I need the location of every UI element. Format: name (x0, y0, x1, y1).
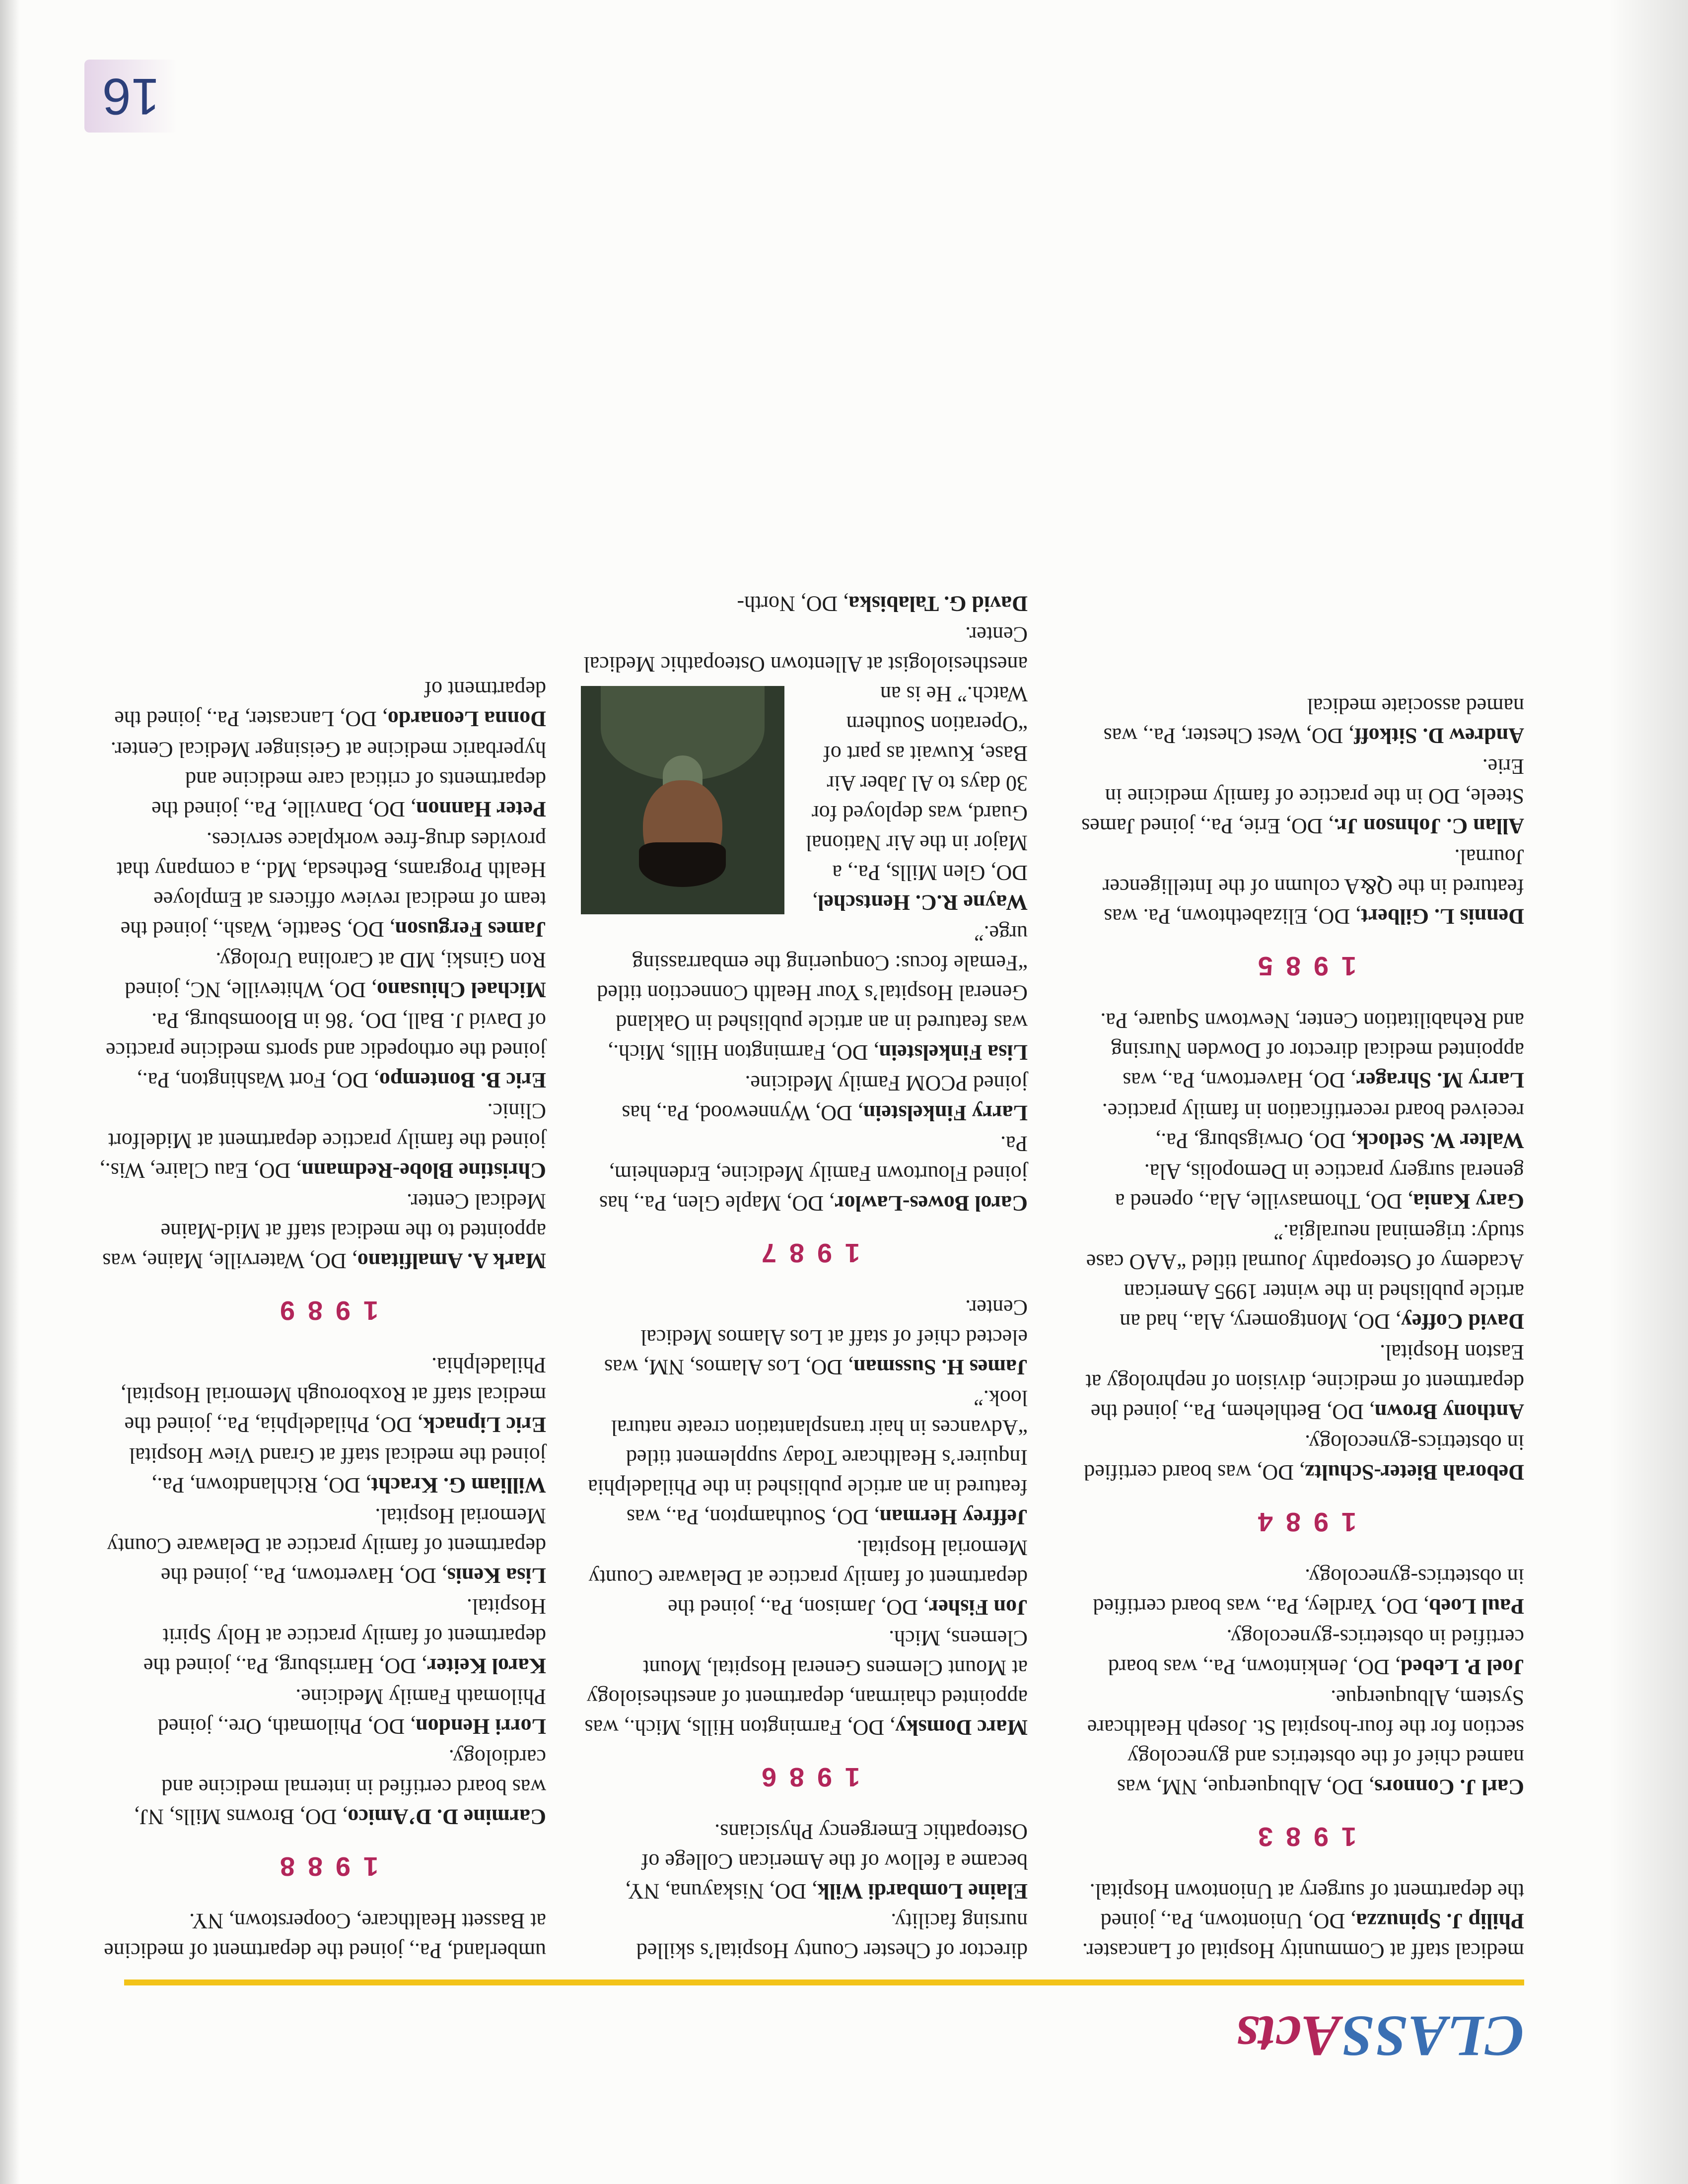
entry-text: , DO, Whiteville, NC, joined Ron Ginski, MD at Carolina Urology. (125, 948, 546, 1002)
entry-paragraph (1077, 1217, 1524, 1336)
entry-text: , DO, Philomath, Ore., joined Philomath Family Medicine. (157, 1685, 546, 1739)
alumni-entry (99, 1006, 546, 1095)
alumni-name: Karol Keiter (427, 1654, 546, 1678)
alumni-name: Andrew D. Sitkoff (1354, 724, 1524, 748)
alumni-name: Walter W. Setlock (1356, 1129, 1524, 1153)
entry-text: , DO, Albuquerque, NM, was named chief of the obstetrics and gynecology section for the four-hospital St. Joseph Healthcare System, Albuquerque. (1087, 1686, 1524, 1799)
entry-paragraph (581, 1383, 1028, 1532)
entry-paragraph (1077, 691, 1524, 751)
alumni-name: Deborah Bieter-Schultz (1305, 1460, 1524, 1485)
alumni-name: Elaine Lombardi Wilk (817, 1879, 1028, 1904)
alumni-entry (99, 735, 546, 824)
alumni-name: Carol Bowes-Lawlor (834, 1191, 1028, 1216)
alumni-name: Larry M. Shrager (1356, 1068, 1524, 1092)
alumni-entry (99, 1096, 546, 1185)
entry-text: , DO, Glen Mills, Pa., a Major in the Air National Guard, was deployed for 30 days to Al Jaber Air Base, Kuwait as part of “Operation Southern Watch.” He is an anesthesiologist at Allentown Osteopathic Medical Center. (583, 622, 1028, 915)
entry-text: , DO, Richlandtown, Pa., joined the medical staff at Grand View Hospital (129, 1443, 546, 1498)
alumni-name: James Ferguson (395, 917, 546, 942)
entry-text: medical staff at Community Hospital of Lancaster. (1082, 1939, 1524, 1963)
year-heading: 1986 (748, 1762, 860, 1792)
entry-text: , DO, Elizabethtown, Pa. was featured in the Q&A column of the Intelligencer Journal. (1102, 845, 1524, 929)
alumni-entry (1077, 1337, 1524, 1427)
entry-text: , DO, Havertown, Pa., joined the department of family practice at Delaware County Memorial Hospital. (107, 1504, 546, 1588)
alumni-entry (1077, 1683, 1524, 1802)
alumni-name: Peter Hannon (416, 797, 546, 821)
alumni-entry (1077, 1876, 1524, 1936)
entry-text: , DO, Havertown, Pa., was appointed medical director of Dowden Nursing and Rehabilitation Center, Newtown Square, Pa. (1100, 1009, 1524, 1092)
entry-text: , DO, Orwigsburg, Pa., received board recertification in family practice. (1102, 1099, 1524, 1153)
alumni-name: James H. Sussman (853, 1355, 1028, 1379)
entry-text: , DO, Bethlehem, Pa., joined the department of medicine, division of nephrology at Easton Hospital. (1085, 1340, 1524, 1424)
alumni-entry (1077, 1622, 1524, 1682)
alumni-name: Jon Fisher (928, 1595, 1028, 1620)
entry-paragraph (581, 918, 1028, 1067)
entry-paragraph (581, 1068, 1028, 1128)
entry-text: , DO, Niskayuna, NY, became a fellow of the American College of Osteopathic Emergency Physicians. (625, 1820, 1028, 1904)
entry-paragraph (99, 1501, 546, 1590)
alumni-name: Joel P. Lebed (1401, 1655, 1524, 1679)
alumni-entry (99, 674, 546, 734)
continued-text (1077, 1936, 1524, 1966)
alumni-entry (1077, 1428, 1524, 1487)
alumni-name: Jeffrey Herman (879, 1505, 1028, 1529)
entry-text: , DO, Uniontown, Pa., joined the department of surgery at Uniontown Hospital. (1089, 1879, 1524, 1933)
alumni-entry (99, 945, 546, 1005)
alumni-name: David G. Talabiska (848, 592, 1028, 616)
entry-text: , DO, Philadelphia, Pa., joined the medical staff at Roxborough Memorial Hospital, Philadelphia. (120, 1353, 546, 1437)
alumni-entry (1077, 751, 1524, 841)
alumni-name: Mark A. Amalfitano (357, 1249, 546, 1273)
alumni-name: Christine Blobe-Redmann (301, 1159, 546, 1183)
alumni-entry (581, 1293, 1028, 1382)
year-heading: 1983 (1245, 1822, 1357, 1851)
entry-text: , DO, Eau Claire, Wis., joined the family practice department at Midelfort Clinic. (99, 1099, 546, 1183)
entry-text: , DO, Southampton, Pa., was featured in an article published in the Philadelphia Inquirer’s Healthcare Today supplement titled “Advances in hair transplantation create natural look.” (588, 1386, 1028, 1529)
alumni-entry (581, 918, 1028, 1067)
alumni-entry (1077, 1562, 1524, 1621)
alumni-entry (99, 1682, 546, 1741)
alumni-name: Eric Lipnack (422, 1413, 546, 1437)
alumni-entry (581, 1068, 1028, 1128)
alumni-entry (99, 1742, 546, 1832)
entry-text: , DO, Harrisburg, Pa., joined the department of family practice at Holy Spirit Hospital. (143, 1594, 546, 1678)
alumni-entry (99, 1440, 546, 1500)
alumni-name: Dennis L. Gilbert (1361, 904, 1524, 929)
alumni-name: Gary Kania (1413, 1189, 1524, 1214)
entry-paragraph (1077, 1337, 1524, 1427)
entry-paragraph (581, 589, 1028, 618)
entry-paragraph (1077, 1562, 1524, 1621)
alumni-entry (99, 1350, 546, 1439)
continued-text (99, 1906, 546, 1966)
alumni-name: Lorri Hendon (416, 1714, 546, 1739)
entry-paragraph (1077, 842, 1524, 931)
alumni-entry (581, 1383, 1028, 1532)
entry-paragraph (99, 1096, 546, 1185)
entry-paragraph (1077, 1622, 1524, 1682)
class-acts-masthead (1236, 2000, 1524, 2070)
entry-paragraph (99, 1682, 546, 1741)
year-heading: 1988 (267, 1851, 379, 1881)
entry-text: , DO, Waterville, Maine, was appointed to the medical staff at Mid-Maine Medical Center. (102, 1189, 546, 1273)
entry-text: , DO, North- (737, 592, 849, 616)
entry-paragraph (99, 825, 546, 944)
alumni-name: Larry Finkelstein (863, 1101, 1028, 1125)
alumni-entry (99, 1591, 546, 1681)
entry-paragraph (1077, 1428, 1524, 1487)
entry-text: , DO, Farmington Hills, Mich., was featured in an article published in Oakland General Hospital’s Your Health Connection titled “Female focus: Conquering the embarrassing urge.” (597, 921, 1028, 1065)
alumni-entry-with-photo (581, 619, 1028, 917)
alumni-name: David Coffey (1401, 1309, 1524, 1334)
alumni-entry (581, 1817, 1028, 1906)
alumni-name: Wayne R.C. Hentschel (818, 890, 1028, 915)
alumni-name: Allan C. Johnson Jr. (1334, 814, 1524, 838)
alumni-name: Paul Loeb (1429, 1594, 1524, 1619)
alumni-name: Philip J. Spinuzza (1356, 1909, 1524, 1933)
alumni-name: Donna Leonardo (387, 707, 546, 731)
alumni-entry (99, 825, 546, 944)
entry-paragraph (1077, 1006, 1524, 1095)
continued-text (581, 1906, 1028, 1966)
alumni-entry (1077, 1006, 1524, 1095)
alumni-name: Carmine D. D’Amico (348, 1805, 546, 1829)
alumni-name: Lisa Finkelstein (879, 1040, 1028, 1065)
alumni-entry (1077, 1157, 1524, 1216)
entry-text: , DO, Thomasville, Ala., opened a general surgery practice in Demopolis, Ala. (1115, 1160, 1524, 1214)
column-1 (1077, 690, 1524, 1966)
photo-hair (639, 842, 726, 887)
alumni-name: Lisa Kenis (447, 1564, 546, 1588)
entry-paragraph (581, 1817, 1028, 1906)
alumni-entry (581, 1533, 1028, 1622)
alumni-entry (1077, 1096, 1524, 1156)
entry-paragraph (581, 1129, 1028, 1218)
year-heading: 1989 (267, 1296, 379, 1325)
entry-paragraph (581, 1533, 1028, 1622)
entry-paragraph (1077, 1157, 1524, 1216)
entry-text: , DO, Yardley, Pa., was board certified in obstetrics-gynecology. (1093, 1565, 1524, 1619)
entry-paragraph (99, 735, 546, 824)
entry-text: , DO, Jamison, Pa., joined the department of family practice at Delaware County Memorial Hospital. (588, 1536, 1028, 1620)
alumni-entry (99, 1186, 546, 1276)
masthead-class: CLASS (1340, 2004, 1524, 2069)
entry-text: , DO, West Chester, Pa., was named associate medical (1103, 694, 1524, 748)
entry-text: , DO, Maple Glen, Pa., has joined Flourtown Family Medicine, Erdenheim, Pa. (599, 1132, 1028, 1216)
entry-paragraph (99, 1006, 546, 1095)
entry-paragraph (1077, 1096, 1524, 1156)
entry-text: , DO, Fort Washington, Pa., joined the orthopedic and sports medicine practice of David J. Ball, DO, ’86 in Bloomsburg, Pa. (105, 1009, 546, 1092)
year-heading: 1984 (1245, 1507, 1357, 1537)
yellow-rule (124, 1979, 1524, 1985)
entry-paragraph (99, 945, 546, 1005)
year-heading: 1987 (748, 1238, 860, 1268)
column-3 (99, 673, 546, 1966)
entry-paragraph (99, 1591, 546, 1681)
masthead-acts: Acts (1236, 2004, 1340, 2069)
entry-paragraph (99, 1350, 546, 1439)
alumni-name: Michael Chiusano (376, 978, 546, 1002)
column-2 (581, 588, 1028, 1966)
scan-edge (0, 0, 20, 2184)
entry-paragraph (99, 674, 546, 734)
entry-paragraph (99, 1742, 546, 1832)
entry-text: , DO, Erie, Pa., joined James Steele, DO in the practice of family medicine in Erie. (1081, 754, 1524, 838)
alumni-entry (581, 1623, 1028, 1742)
binding-shadow (1609, 0, 1688, 2184)
alumni-name: Marc Domsky (895, 1715, 1028, 1740)
entry-text: , DO, Wynnewood, Pa., has joined PCOM Family Medicine. (622, 1071, 1028, 1125)
entry-text: , DO, Los Alamos, NM, was elected chief of staff at Los Alamos Medical Center. (604, 1296, 1028, 1379)
entry-text: , DO, Montgomery, Ala., had an article published in the winter 1995 American Academy of Osteopathy Journal titled “AAO case study: trigeminal neuralgia.” (1086, 1220, 1524, 1334)
entry-text: , DO, Farmington Hills, Mich., was appointed chairman, department of anesthesiology at Mount Clemens General Hospital, Mount Clemens, Mich. (584, 1626, 1028, 1740)
alumni-entry (1077, 1217, 1524, 1336)
entry-text: , DO, Jenkintown, Pa., was board certified in obstetrics-gynecology. (1108, 1625, 1524, 1679)
entry-paragraph (581, 1293, 1028, 1382)
alumni-name: William G. Kracht (371, 1473, 546, 1498)
entry-text: director of Chester County Hospital’s skilled nursing facility. (636, 1909, 1028, 1963)
alumni-entry (1077, 691, 1524, 751)
entry-text: , DO, Danville, Pa., joined the departments of critical care medicine and hyperbaric medicine at Geisinger Medical Center. (110, 738, 546, 821)
entry-paragraph (1077, 751, 1524, 841)
entry-paragraph (581, 1623, 1028, 1742)
portrait-photo (581, 686, 784, 914)
entry-text: umberland, Pa., joined the department of medicine at Bassett Healthcare, Cooperstown, NY. (104, 1909, 546, 1963)
entry-paragraph (1077, 1683, 1524, 1802)
entry-text: , DO, Lancaster, Pa., joined the department of (114, 677, 546, 731)
alumni-entry (99, 1501, 546, 1590)
alumni-name: Eric B. Bontempo (379, 1068, 546, 1092)
alumni-entry (581, 589, 1028, 618)
entry-text: , DO, Browns Mills, NJ, was board certified in internal medicine and cardiology. (134, 1745, 546, 1829)
entry-text: , DO, was board certified in obstetrics-gynecology. (1084, 1431, 1524, 1485)
year-heading: 1985 (1245, 951, 1357, 981)
alumni-entry (581, 1129, 1028, 1218)
entry-paragraph (99, 1440, 546, 1500)
alumni-name: Carl J. Connors (1374, 1775, 1524, 1799)
alumni-name: Anthony Brown (1374, 1400, 1524, 1424)
entry-paragraph (99, 1186, 546, 1276)
entry-paragraph (1077, 1876, 1524, 1936)
entry-text: , DO, Seattle, Wash., joined the team of medical review officers at Employee Health Programs, Bethesda, Md., a company that provides drug-free workplace services. (116, 828, 546, 942)
page-number: 16 (84, 60, 178, 133)
alumni-entry (1077, 842, 1524, 931)
